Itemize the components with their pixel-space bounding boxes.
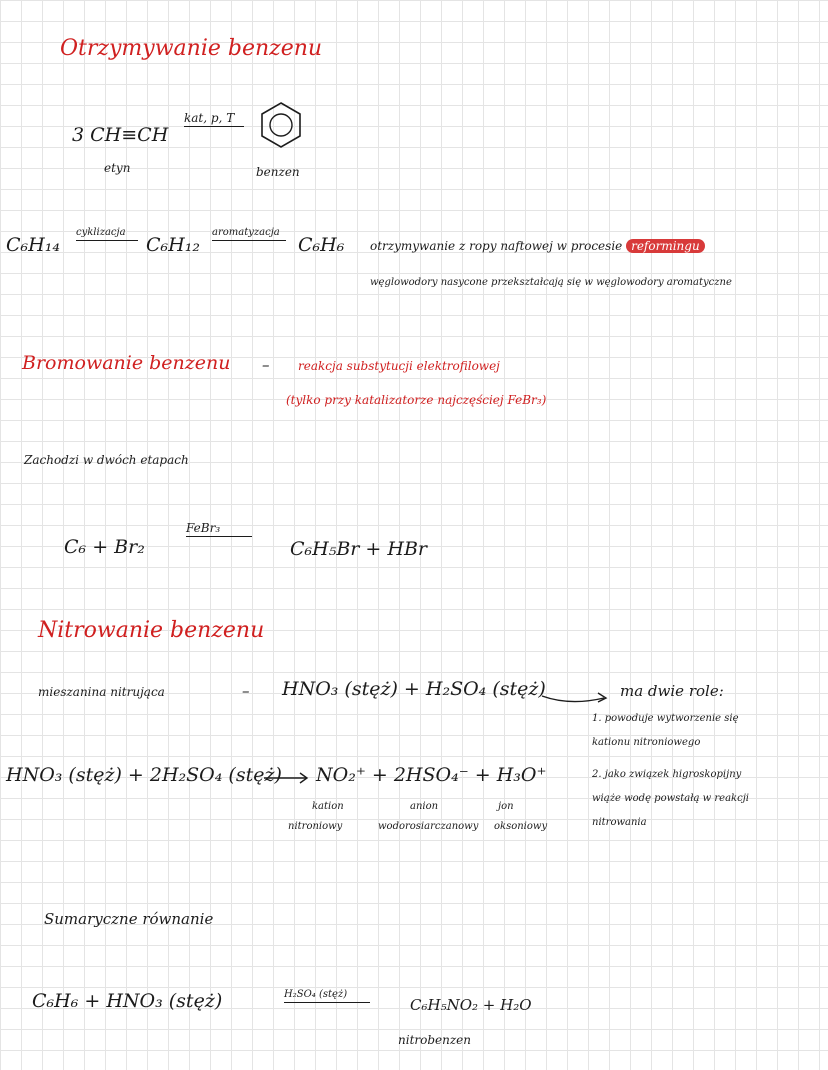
nitration-eq-right: NO₂⁺ + 2HSO₄⁻ + H₃O⁺ (316, 764, 547, 786)
heading-otrzymywanie: Otrzymywanie benzenu (60, 36, 323, 61)
cyclohexane-formula: C₆H₁₂ (146, 234, 200, 256)
roles-title: ma dwie role: (620, 682, 724, 700)
role-2c: nitrowania (592, 817, 647, 828)
catalyst-arrow-label: kat, p, T (184, 112, 244, 127)
aromatization-label: aromatyzacja (212, 228, 286, 241)
ethyne-formula: 3 CH≡CH (72, 124, 169, 146)
bromination-dash: – (262, 356, 270, 374)
reforming-highlight: reformingu (626, 239, 705, 253)
h2so4-arrow-label: H₂SO₄ (stęż) (284, 990, 370, 1003)
cyclization-label: cyklizacja (76, 228, 138, 241)
label-ion-2: oksoniowy (494, 821, 548, 832)
hexane-formula: C₆H₁₄ (6, 234, 60, 256)
heading-nitrowanie: Nitrowanie benzenu (38, 618, 265, 643)
role-1b: kationu nitroniowego (592, 737, 701, 748)
label-anion: anion (410, 801, 439, 812)
curved-arrow-icon (540, 690, 610, 710)
reaction-arrow-icon (262, 770, 310, 786)
nitrobenzene-label: nitrobenzen (398, 1033, 472, 1047)
summary-left: C₆H₆ + HNO₃ (stęż) (32, 990, 223, 1012)
reforming-note: otrzymywanie z ropy naftowej w procesie reformingu (370, 240, 705, 252)
mixture-label: mieszanina nitrująca (38, 685, 165, 699)
summary-heading: Sumaryczne równanie (44, 910, 214, 928)
label-ion: jon (498, 801, 514, 812)
catalyst-note: (tylko przy katalizatorze najczęściej FeBr₃) (286, 393, 547, 407)
bromination-products: C₆H₅Br + HBr (290, 538, 427, 560)
bromination-reactants: C₆ + Br₂ (64, 536, 145, 558)
role-1: 1. powoduje wytworzenie się (592, 713, 739, 724)
role-2: 2. jako związek higroskopijny (592, 769, 742, 780)
reaction-type: reakcja substytucji elektrofilowej (298, 359, 500, 373)
benzene-ring-icon (258, 100, 304, 150)
febr3-arrow-label: FeBr₃ (186, 522, 252, 537)
summary-right: C₆H₅NO₂ + H₂O (410, 996, 532, 1014)
ethyne-label: etyn (104, 161, 131, 175)
label-cation-2: nitroniowy (288, 821, 343, 832)
nitration-eq-left: HNO₃ (stęż) + 2H₂SO₄ (stęż) (6, 764, 282, 786)
label-cation: kation (312, 801, 344, 812)
label-anion-2: wodorosiarczanowy (378, 821, 479, 832)
benzene-formula: C₆H₆ (298, 234, 345, 256)
mixture-formula: HNO₃ (stęż) + H₂SO₄ (stęż) (282, 678, 546, 700)
two-stages-note: Zachodzi w dwóch etapach (24, 453, 189, 467)
mixture-dash: – (242, 682, 250, 700)
role-2b: wiąże wodę powstałą w reakcji (592, 793, 749, 804)
heading-bromowanie: Bromowanie benzenu (22, 352, 231, 374)
reforming-note-line2: węglowodory nasycone przekształcają się w węglowodory aromatyczne (370, 277, 732, 288)
benzene-label: benzen (256, 165, 300, 179)
